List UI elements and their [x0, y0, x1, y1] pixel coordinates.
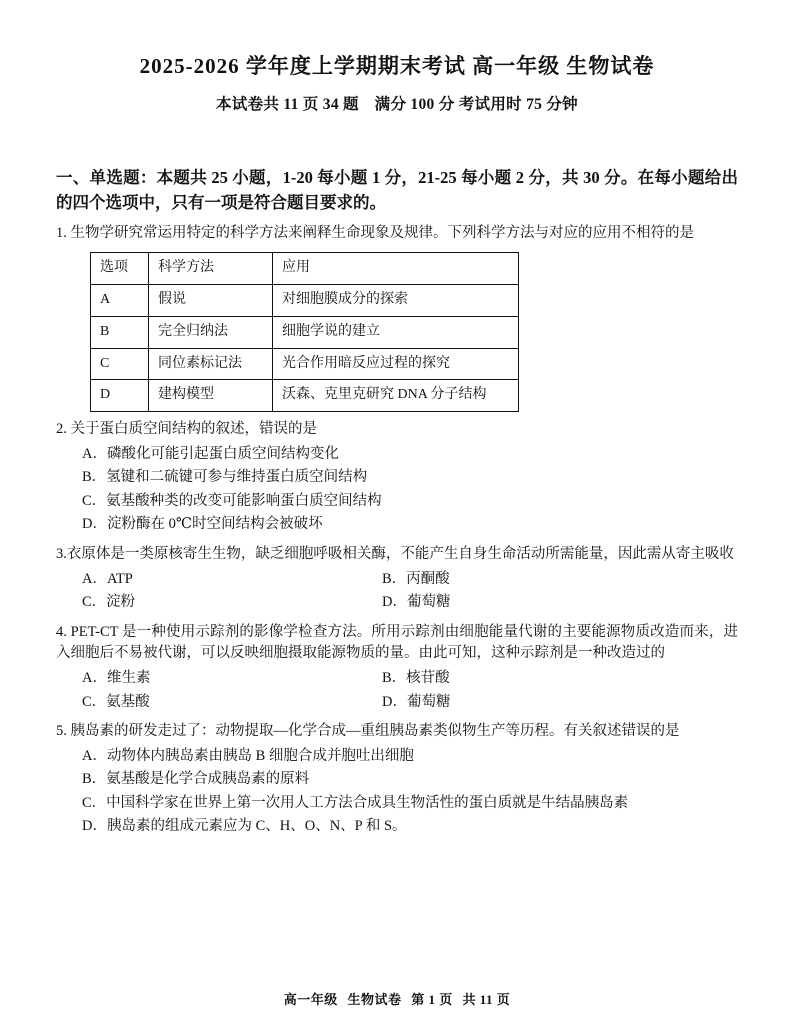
option-a[interactable]: A．ATP — [82, 570, 133, 587]
option-a[interactable]: A．维生素 — [82, 670, 151, 687]
table-row — [91, 380, 519, 412]
option-b[interactable]: B．氢键和二硫键可参与维持蛋白质空间结构 — [82, 469, 368, 486]
table-cell: C — [91, 348, 149, 380]
question-1 — [56, 223, 738, 245]
table-header-cell: 应用 — [273, 253, 519, 285]
page-subtitle: 本试卷共 11 页 34 题 满分 100 分 考试用时 75 分钟 — [216, 96, 578, 113]
question-4-stem: 4. PET-CT 是一种使用示踪剂的影像学检查方法。所用示踪剂由细胞能量代谢的主要能源物质改造而来，进入细胞后不易被代谢，可以反映细胞摄取能源物质的量。由此可知，这种示踪剂是一种改造过的 — [56, 623, 738, 662]
question-4 — [56, 622, 738, 666]
option-d[interactable]: D．葡萄糖 — [382, 594, 451, 611]
option-row — [56, 591, 738, 614]
table-row — [91, 285, 519, 317]
option-a[interactable]: A．磷酸化可能引起蛋白质空间结构变化 — [82, 445, 339, 462]
question-5-options — [56, 745, 738, 839]
question-4-options — [56, 667, 738, 714]
option-d[interactable]: D．淀粉酶在 0℃时空间结构会被破坏 — [82, 516, 323, 533]
question-3-options — [56, 568, 738, 615]
footer-subject: 生物试卷 — [347, 992, 402, 1007]
option-b[interactable]: B．核苷酸 — [382, 670, 450, 687]
question-3-stem: 3.衣原体是一类原核寄生生物，缺乏细胞呼吸相关酶，不能产生自身生命活动所需能量，因此需从寄主吸收 — [56, 545, 734, 562]
table-cell: B — [91, 316, 149, 348]
table-cell: 完全归纳法 — [149, 316, 273, 348]
question-5 — [56, 721, 738, 743]
table-cell: A — [91, 285, 149, 317]
table-cell: 假说 — [149, 285, 273, 317]
table-cell: 光合作用暗反应过程的探究 — [273, 348, 519, 380]
page-title: 2025-2026 学年度上学期期末考试 高一年级 生物试卷 — [139, 54, 655, 78]
question-2 — [56, 419, 738, 441]
option-c[interactable]: C．淀粉 — [82, 594, 136, 611]
footer-page-number: 第 1 页 — [411, 992, 453, 1007]
page-footer — [0, 989, 794, 1008]
section-heading: 一、单选题：本题共 25 小题，1-20 每小题 1 分，21-25 每小题 2 分，共 30 分。在每小题给出的四个选项中，只有一项是符合题目要求的。 — [56, 168, 738, 212]
table-cell: D — [91, 380, 149, 412]
option-b[interactable]: B．氨基酸是化学合成胰岛素的原料 — [82, 771, 310, 788]
table-cell: 同位素标记法 — [149, 348, 273, 380]
option-row — [56, 691, 738, 714]
question-2-stem: 2. 关于蛋白质空间结构的叙述，错误的是 — [56, 421, 317, 438]
option-row — [56, 667, 738, 690]
table-header-cell: 科学方法 — [149, 253, 273, 285]
question-2-options — [56, 443, 738, 537]
question-1-table — [90, 252, 519, 412]
question-5-stem: 5. 胰岛素的研发走过了：动物提取—化学合成—重组胰岛素类似物生产等历程。有关叙述错误的是 — [56, 723, 680, 740]
option-c[interactable]: C．氨基酸 — [82, 693, 150, 710]
option-d[interactable]: D．葡萄糖 — [382, 693, 451, 710]
question-1-stem: 1. 生物学研究常运用特定的科学方法来阐释生命现象及规律。下列科学方法与对应的应用不相符的是 — [56, 224, 694, 241]
option-c[interactable]: C．氨基酸种类的改变可能影响蛋白质空间结构 — [82, 492, 382, 509]
table-row — [91, 316, 519, 348]
footer-grade: 高一年级 — [283, 992, 338, 1007]
table-cell: 建构模型 — [149, 380, 273, 412]
table-row — [91, 253, 519, 285]
option-d[interactable]: D．胰岛素的组成元素应为 C、H、O、N、P 和 S。 — [82, 818, 407, 835]
table-cell: 对细胞膜成分的探索 — [273, 285, 519, 317]
option-c[interactable]: C．中国科学家在世界上第一次用人工方法合成具生物活性的蛋白质就是牛结晶胰岛素 — [82, 794, 629, 811]
option-b[interactable]: B．丙酮酸 — [382, 570, 450, 587]
table-cell: 沃森、克里克研究 DNA 分子结构 — [273, 380, 519, 412]
question-3 — [56, 544, 738, 566]
footer-total-pages: 共 11 页 — [462, 992, 511, 1007]
table-header-cell: 选项 — [91, 253, 149, 285]
table-cell: 细胞学说的建立 — [273, 316, 519, 348]
option-row — [56, 568, 738, 591]
option-a[interactable]: A．动物体内胰岛素由胰岛 B 细胞合成并胞吐出细胞 — [82, 747, 414, 764]
table-row — [91, 348, 519, 380]
